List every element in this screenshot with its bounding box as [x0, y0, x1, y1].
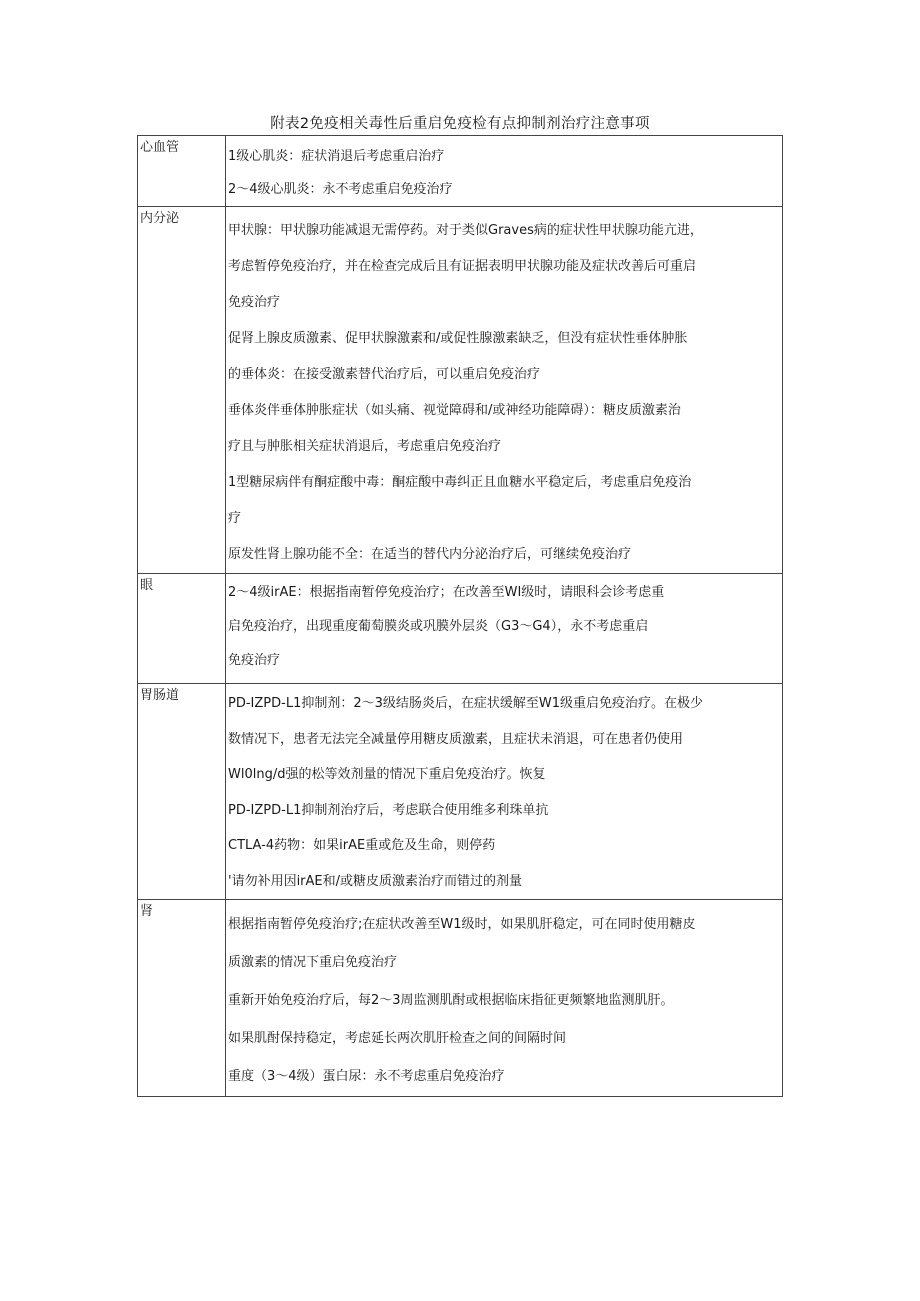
content-line: 免疫治疗 — [228, 653, 281, 668]
content-cell — [226, 136, 783, 207]
content-cell — [226, 684, 783, 900]
table-row-kidney — [138, 900, 783, 1097]
content-line: '请勿补用因irAE和/或糖皮质激素治疗而错过的剂量 — [228, 873, 523, 889]
content-line: CTLA-4药物：如果irAE重或危及生命，则停药 — [228, 838, 496, 853]
content-line: 数情况下，患者无法完全减量停用糖皮质激素，且症状未消退，可在患者仍使用 — [228, 731, 684, 747]
content-line: 原发性肾上腺功能不全：在适当的替代内分泌治疗后，可继续免疫治疗 — [228, 547, 632, 562]
content-line: 2～4级irAE：根据指南暂停免疫治疗；在改善至WI级时，请眼科会诊考虑重 — [228, 585, 665, 600]
content-cell — [226, 574, 783, 684]
content-line: 疗 — [228, 511, 242, 526]
content-line: 根据指南暂停免疫治疗;在症状改善至W1级时，如果肌肝稳定，可在同时使用糖皮 — [228, 917, 696, 932]
content-line: 疗且与肿胀相关症状消退后，考虑重启免疫治疗 — [228, 439, 502, 454]
content-line: 启免疫治疗，出现重度葡萄膜炎或巩膜外层炎（G3～G4），永不考虑重启 — [228, 619, 649, 634]
content-cell — [226, 900, 783, 1097]
content-line: Wl0lng/d强的松等效剂量的情况下重启免疫治疗。恢复 — [228, 767, 546, 782]
content-line: 促肾上腺皮质激素、促甲状腺激素和/或促性腺激素缺乏，但没有症状性垂体肿胀 — [228, 331, 688, 346]
table-row-gastrointestinal — [138, 684, 783, 900]
content-cell — [226, 207, 783, 574]
content-line: PD-IZPD-L1抑制剂：2～3级结肠炎后，在症状缓解至W1级重启免疫治疗。在极少 — [228, 696, 704, 711]
content-line: 甲状腺：甲状腺功能减退无需停药。对于类似Graves病的症状性甲状腺功能亢进， — [228, 223, 703, 238]
content-line: 重新开始免疫治疗后，每2～3周监测肌酎或根据临床指征更频繁地监测肌肝。 — [228, 993, 674, 1008]
category-cell: 肾 — [138, 900, 226, 1097]
content-line: 垂体炎伴垂体肿胀症状（如头痛、视觉障碍和/或神经功能障碍）：糖皮质激素治 — [228, 403, 681, 418]
precautions-table — [137, 135, 783, 1097]
content-line: 如果肌酎保持稳定，考虑延长两次肌肝检查之间的间隔时间 — [228, 1031, 567, 1046]
content-line: 2～4级心肌炎：永不考虑重启免疫治疗 — [228, 182, 453, 197]
table-row-cardiovascular — [138, 136, 783, 207]
content-line: 免疫治疗 — [228, 295, 281, 310]
category-cell: 胃肠道 — [138, 684, 226, 900]
content-line: 的垂体炎：在接受激素替代治疗后，可以重启免疫治疗 — [228, 367, 541, 382]
table-row-eye — [138, 574, 783, 684]
content-line: 考虑暂停免疫治疗，并在检查完成后且有证据表明甲状腺功能及症状改善后可重启 — [228, 259, 697, 274]
content-line: 1型糖尿病伴有酮症酸中毒：酮症酸中毒纠正且血糖水平稳定后，考虑重启免疫治 — [228, 475, 692, 490]
category-cell: 内分泌 — [138, 207, 226, 574]
content-line: 质激素的情况下重启免疫治疗 — [228, 955, 398, 970]
content-line: 重度（3～4级）蛋白尿：永不考虑重启免疫治疗 — [228, 1069, 505, 1084]
page-title: 附表2免疫相关毒性后重启免疫检有点抑制剂治疗注意事项 — [270, 116, 650, 132]
content-line: PD-IZPD-L1抑制剂治疗后，考虑联合使用维多利珠单抗 — [228, 802, 549, 818]
content-line: 1级心肌炎：症状消退后考虑重启治疗 — [228, 149, 445, 164]
category-cell: 眼 — [138, 574, 226, 684]
category-cell: 心血管 — [138, 136, 226, 207]
table-row-endocrine — [138, 207, 783, 574]
